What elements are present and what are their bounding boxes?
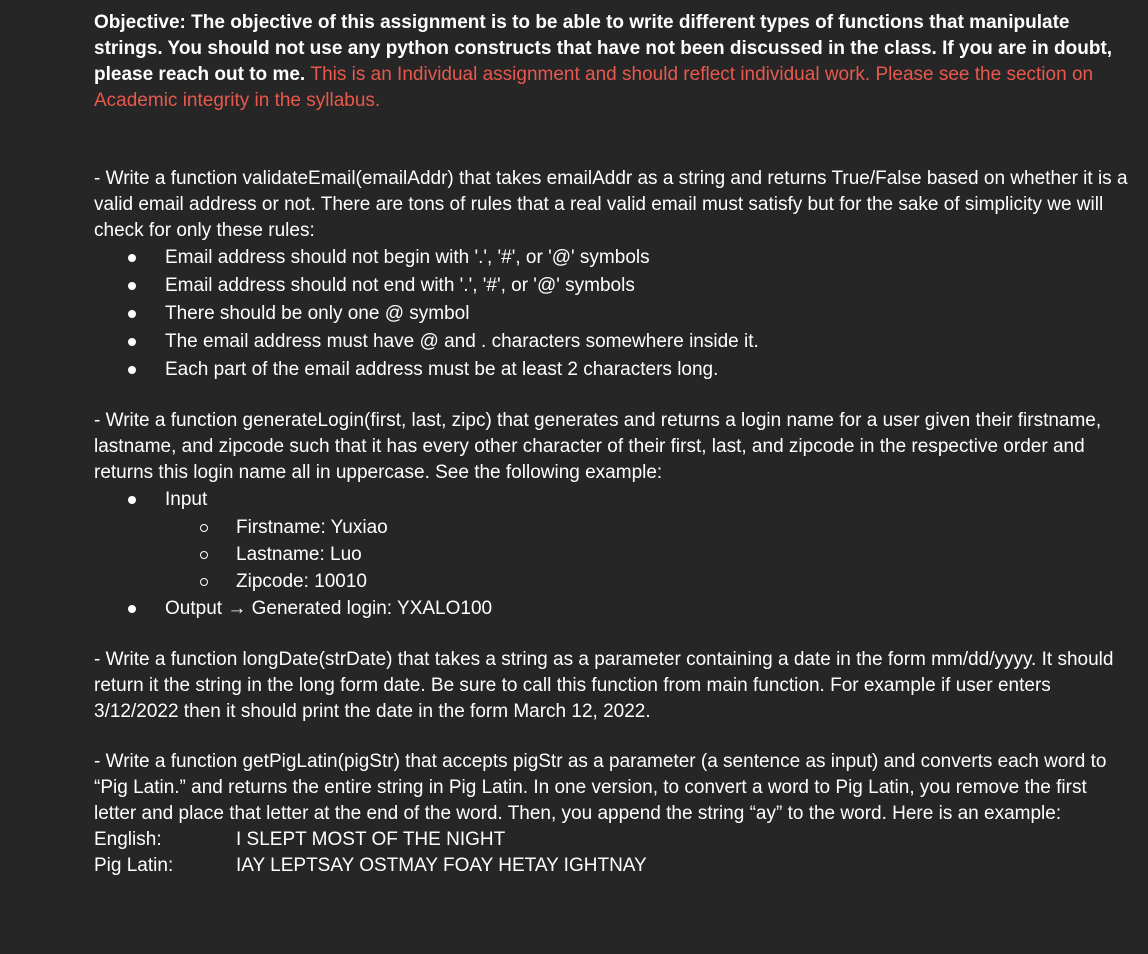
input-text: Firstname: Yuxiao [236, 517, 388, 538]
input-text: Zipcode: 10010 [236, 571, 367, 592]
bullet-icon [128, 366, 136, 374]
spacer [94, 725, 1134, 749]
example-label: Pig Latin: [94, 855, 174, 876]
rule-text: There should be only one @ symbol [165, 303, 470, 324]
bullet-icon [128, 338, 136, 346]
rule-text: Email address should not end with '.', '#', or '@' symbols [165, 275, 635, 296]
task2-inputs-list [94, 514, 1134, 595]
pig-latin-example-row [94, 853, 1134, 879]
rule-text: Email address should not begin with '.', '#', or '@' symbols [165, 247, 650, 268]
pig-latin-example-row [94, 827, 1134, 853]
task3-intro: - Write a function longDate(strDate) that takes a string as a parameter containing a date in the form mm/dd/yyyy. It should return it the string in the long form date. Be sure to call this function from main function. For example if user enters 3/12/2022 then it should print the date in the form March 12, 2022. [94, 649, 1114, 722]
list-item [94, 568, 1134, 595]
output-text: Output → Generated login: YXALO100 [165, 598, 493, 619]
task2-output-list [94, 595, 1134, 623]
example-value: I SLEPT MOST OF THE NIGHT [236, 829, 506, 850]
input-text: Lastname: Luo [236, 544, 362, 565]
hollow-bullet-icon [200, 524, 208, 532]
hollow-bullet-icon [200, 578, 208, 586]
rule-text: Each part of the email address must be at least 2 characters long. [165, 359, 719, 380]
objective-integrity-note: This is an Individual assignment and should reflect individual work. Please see the section on Academic integrity in the syllabus. [94, 64, 1094, 111]
input-label: Input [165, 489, 208, 510]
list-item [94, 272, 1134, 300]
list-item [94, 514, 1134, 541]
task2-example-list [94, 486, 1134, 514]
objective-bold-text: Objective: The objective of this assignment is to be able to write different types of functions that manipulate strings. You should not use any python constructs that have not been discussed in the class. If you are in doubt, please reach out to me. [94, 12, 1113, 85]
example-label: English: [94, 829, 162, 850]
task1-intro: - Write a function validateEmail(emailAddr) that takes emailAddr as a string and returns True/False based on whether it is a valid email address or not. There are tons of rules that a real valid email must satisfy but for the sake of simplicity we will check for only these rules: [94, 168, 1128, 241]
bullet-icon [128, 282, 136, 290]
list-item [94, 300, 1134, 328]
list-item [94, 486, 1134, 514]
bullet-icon [128, 496, 136, 504]
list-item [94, 244, 1134, 272]
list-item [94, 595, 1134, 623]
task2-intro: - Write a function generateLogin(first, last, zipc) that generates and returns a login name for a user given their firstname, lastname, and zipcode such that it has every other character of their first, last, and zipcode in the respective order and returns this login name all in uppercase. See the following example: [94, 410, 1102, 483]
bullet-icon [128, 310, 136, 318]
list-item [94, 541, 1134, 568]
bullet-icon [128, 605, 136, 613]
spacer [94, 623, 1134, 647]
task4-intro: - Write a function getPigLatin(pigStr) that accepts pigStr as a parameter (a sentence as input) and converts each word to “Pig Latin.” and returns the entire string in Pig Latin. In one version, to convert a word to Pig Latin, you remove the first letter and place that letter at the end of the word. Then, you append the string “ay” to the word. Here is an example: [94, 751, 1107, 824]
list-item [94, 356, 1134, 384]
spacer [94, 114, 1134, 166]
objective-paragraph [94, 10, 1134, 114]
assignment-document [94, 10, 1134, 879]
bullet-icon [128, 254, 136, 262]
list-item [94, 328, 1134, 356]
hollow-bullet-icon [200, 551, 208, 559]
task1-rules-list [94, 244, 1134, 384]
example-value: IAY LEPTSAY OSTMAY FOAY HETAY IGHTNAY [236, 855, 647, 876]
rule-text: The email address must have @ and . characters somewhere inside it. [165, 331, 759, 352]
spacer [94, 384, 1134, 408]
